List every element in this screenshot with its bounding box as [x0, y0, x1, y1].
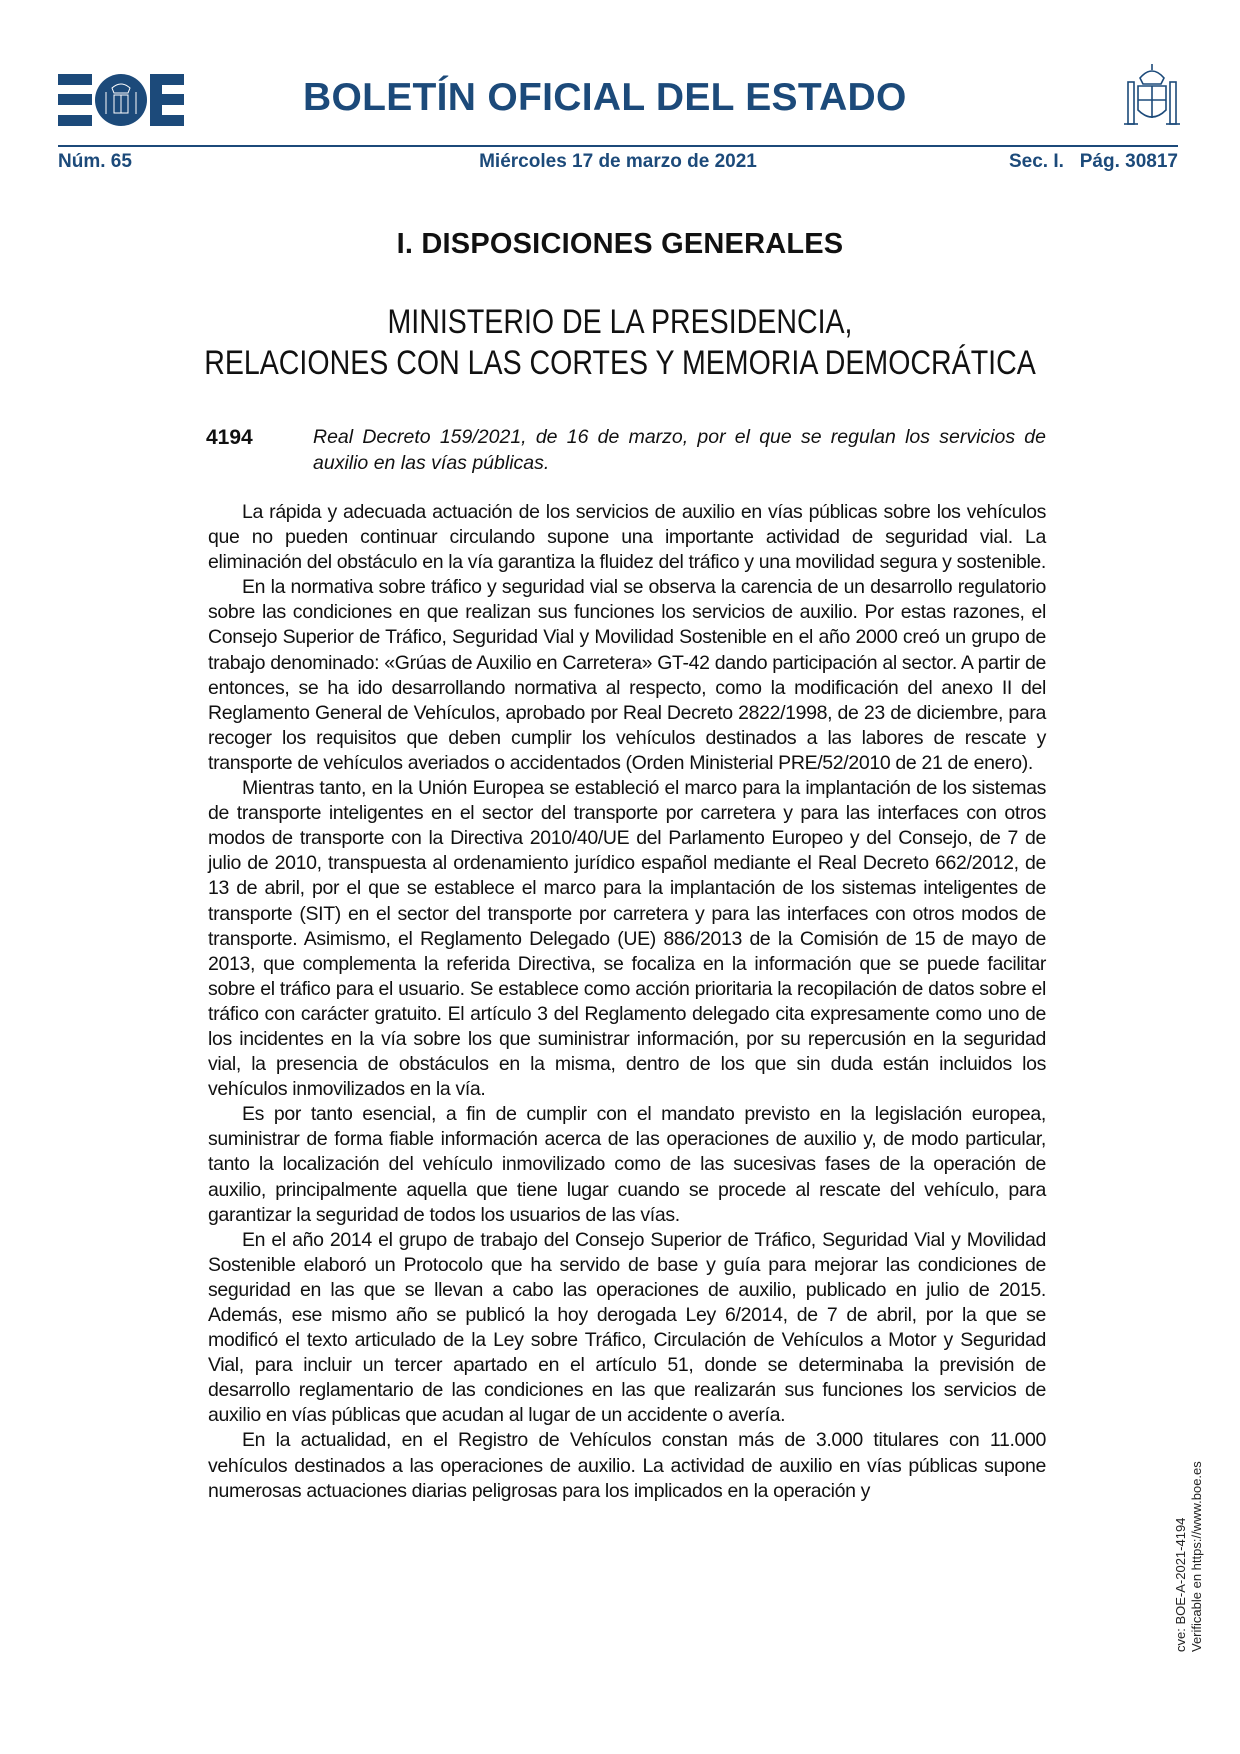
paragraph: Es por tanto esencial, a fin de cumplir con el mandato previsto en la legislación europea, suministrar de forma fiable información acerca de las operaciones de auxilio y, de modo particular, tanto la localización del vehículo inmovilizado como de las sucesivas fases de la operación de auxilio, principalmente aquella que tiene lugar cuando se procede al rescate del vehículo, para garantizar la seguridad de todos los usuarios de las vías. — [208, 1103, 1046, 1226]
page-header — [58, 70, 1178, 130]
paragraph: En la actualidad, en el Registro de Vehículos constan más de 3.000 titulares con 11.000 vehículos destinados a las operaciones de auxilio. La actividad de auxilio en vías públicas supone numerosas actuaciones diarias peligrosas para los implicados en la operación y — [208, 1429, 1046, 1502]
ministry-heading — [99, 302, 1141, 384]
paragraph: En la normativa sobre tráfico y seguridad vial se observa la carencia de un desarrollo regulatorio sobre las condiciones en que realizan sus funciones los servicios de auxilio. Por estas razones, el Consejo Superior de Tráfico, Seguridad Vial y Movilidad Sostenible en el año 2000 creó un grupo de trabajo denominado: «Grúas de Auxilio en Carretera» GT-42 dando participación al sector. A partir de entonces, se ha ido desarrollando normativa al respecto, como la modificación del anexo II del Reglamento General de Vehículos, aprobado por Real Decreto 2822/1998, de 23 de diciembre, para recoger los requisitos que deben cumplir los vehículos destinados a las labores de rescate y transporte de vehículos averiados o accidentados (Orden Ministerial PRE/52/2010 de 21 de enero). — [208, 576, 1046, 774]
decree-title: Real Decreto 159/2021, de 16 de marzo, por el que se regulan los servicios de auxilio en las vías públicas. — [313, 426, 1046, 474]
verification-link[interactable]: Verificable en https://www.boe.es — [1189, 1461, 1204, 1652]
verification-note — [1173, 1461, 1205, 1652]
section-page: Sec. I. Pág. 30817 — [1009, 151, 1178, 172]
header-rule — [58, 145, 1178, 147]
paragraph: La rápida y adecuada actuación de los servicios de auxilio en vías públicas sobre los vehículos que no pueden continuar circulando supone una importante actividad de seguridad vial. La eliminación del obstáculo en la vía garantiza la fluidez del tráfico y una movilidad segura y sostenible. — [208, 501, 1046, 574]
boe-logo-icon — [58, 74, 184, 126]
section-title: I. DISPOSICIONES GENERALES — [396, 228, 844, 260]
ministry-line-1: MINISTERIO DE LA PRESIDENCIA, — [387, 303, 853, 341]
publication-title: BOLETÍN OFICIAL DEL ESTADO — [303, 76, 907, 119]
paragraph: Mientras tanto, en la Unión Europea se estableció el marco para la implantación de los sistemas de transporte inteligentes en el sector del transporte por carretera y para las interfaces con otros modos de transporte con la Directiva 2010/40/UE del Parlamento Europeo y del Consejo, de 7 de julio de 2010, transpuesta al ordenamiento jurídico español mediante el Real Decreto 662/2012, de 13 de abril, por el que se establece el marco para la implantación de los sistemas inteligentes de transporte (SIT) en el sector del transporte por carretera y para las interfaces con otros modos de transporte. Asimismo, el Reglamento Delegado (UE) 886/2013 de la Comisión de 15 de mayo de 2013, que complementa la referida Directiva, se focaliza en la información que se puede facilitar sobre el tráfico para el usuario. Se establece como acción prioritaria la recopilación de datos sobre el tráfico con carácter gratuito. El artículo 3 del Reglamento delegado cita expresamente como uno de los incidentes en la vía sobre los que suministrar información, por su repercusión en la seguridad vial, la presencia de obstáculos en la misma, dentro de los que sin duda están incluidos los vehículos inmovilizados en la vía. — [208, 777, 1046, 1101]
issue-date: Miércoles 17 de marzo de 2021 — [479, 151, 757, 172]
coat-of-arms-icon — [1118, 62, 1186, 130]
paragraph: En el año 2014 el grupo de trabajo del Consejo Superior de Tráfico, Seguridad Vial y Movilidad Sostenible elaboró un Protocolo que ha servido de base y guía para mejorar las condiciones de seguridad en las que se llevan a cabo las operaciones de auxilio, publicado en julio de 2015. Además, ese mismo año se publicó la hoy derogada Ley 6/2014, de 7 de abril, por la que se modificó el texto articulado de la Ley sobre Tráfico, Circulación de Vehículos a Motor y Seguridad Vial, para incluir un tercer apartado en el artículo 51, donde se determinaba la previsión de desarrollo reglamentario de las condiciones en las que realizarán sus funciones los servicios de auxilio en vías públicas que acudan al lugar de un accidente o avería. — [208, 1228, 1046, 1427]
cve-code: cve: BOE-A-2021-4194 — [1173, 1517, 1188, 1652]
decree-number: 4194 — [206, 426, 253, 449]
issue-number: Núm. 65 — [58, 151, 132, 172]
document-body — [208, 500, 1046, 1504]
issue-info-bar — [58, 151, 1178, 177]
ministry-line-2: RELACIONES CON LAS CORTES Y MEMORIA DEMOCRÁTICA — [204, 344, 1036, 382]
